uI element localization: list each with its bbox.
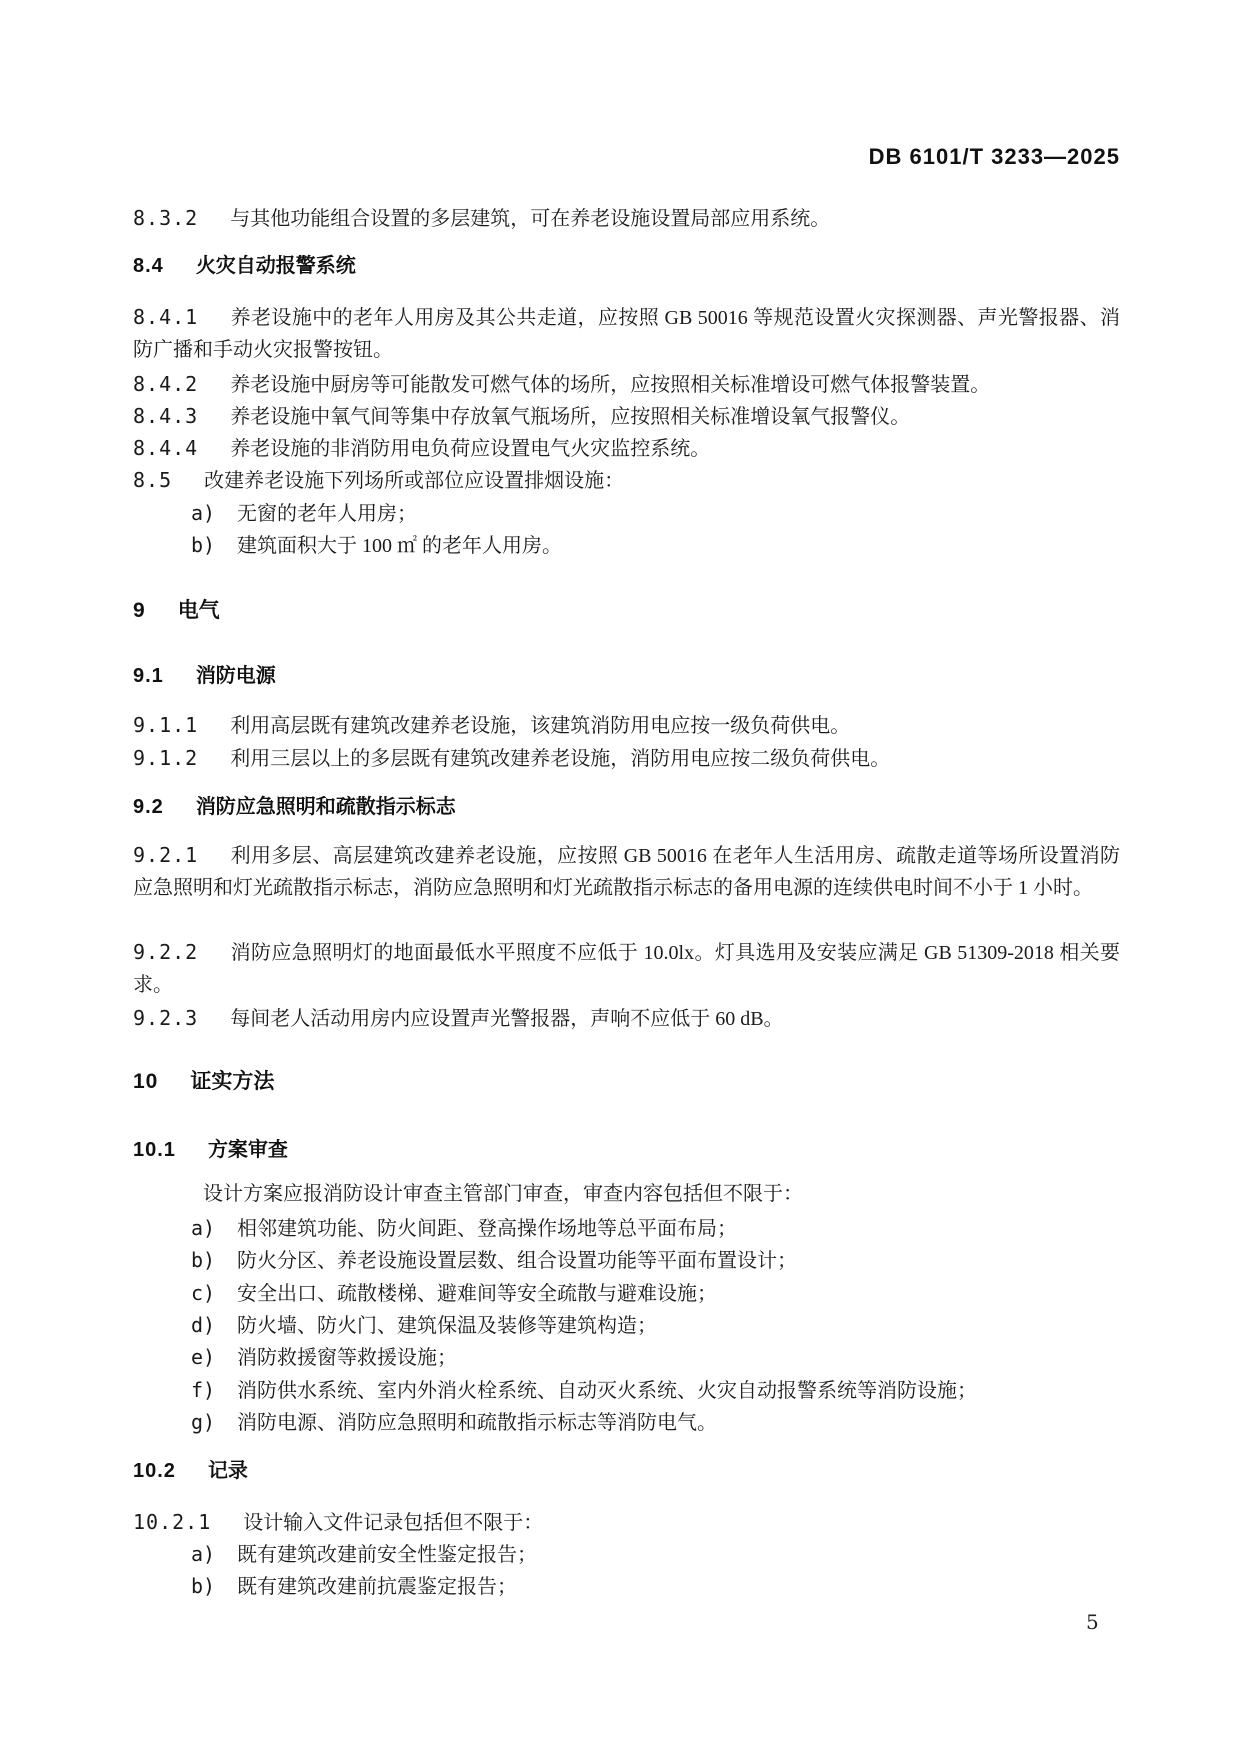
- clause-text: 消防应急照明灯的地面最低水平照度不应低于 10.0lx。灯具选用及安装应满足 GB 51309-2018 相关要求。: [133, 942, 1120, 996]
- list-marker: c): [191, 1281, 216, 1305]
- intro-paragraph: [133, 1178, 1120, 1210]
- chapter-number: 9: [133, 599, 146, 622]
- clause-text: 养老设施中的老年人用房及其公共走道，应按照 GB 50016 等规范设置火灾探测器、声光警报器、消防广播和手动火灾报警按钮。: [133, 307, 1120, 361]
- clause-10-2-1: [133, 1506, 1120, 1539]
- list-marker: d): [191, 1313, 216, 1337]
- list-item-b: [133, 1244, 1178, 1277]
- list-item-text: 既有建筑改建前抗震鉴定报告；: [237, 1576, 517, 1598]
- list-item-text: 防火分区、养老设施设置层数、组合设置功能等平面布置设计；: [237, 1250, 797, 1272]
- list-item-c: [133, 1277, 1178, 1310]
- list-marker: a): [191, 501, 216, 525]
- clause-text: 利用高层既有建筑改建养老设施，该建筑消防用电应按一级负荷供电。: [230, 715, 851, 737]
- clause-text: 养老设施的非消防用电负荷应设置电气火灾监控系统。: [230, 438, 711, 460]
- section-heading-10-1: [133, 1134, 1120, 1166]
- clause-8-5: [133, 464, 1120, 497]
- list-marker: e): [191, 1345, 216, 1369]
- list-item-e: [133, 1341, 1178, 1374]
- list-item-a: [133, 497, 1178, 530]
- section-heading-8-4: [133, 250, 1120, 282]
- clause-number: 9.2.1: [133, 843, 199, 867]
- list-item-text: 建筑面积大于 100 ㎡ 的老年人用房。: [237, 535, 562, 557]
- clause-text: 改建养老设施下列场所或部位应设置排烟设施：: [204, 470, 625, 492]
- list-item-a: [133, 1212, 1178, 1245]
- clause-text: 每间老人活动用房内应设置声光警报器，声响不应低于 60 dB。: [230, 1008, 784, 1030]
- section-number: 10.1: [133, 1139, 176, 1161]
- list-item-text: 无窗的老年人用房；: [237, 503, 417, 525]
- list-item-text: 相邻建筑功能、防火间距、登高操作场地等总平面布局；: [237, 1218, 737, 1240]
- list-item-text: 消防救援窗等救援设施；: [237, 1347, 457, 1369]
- list-item-g: [133, 1406, 1178, 1439]
- clause-number: 9.2.3: [133, 1006, 199, 1030]
- clause-number: 8.4.2: [133, 372, 199, 396]
- clause-9-2-1: [133, 839, 1120, 904]
- section-heading-9-1: [133, 660, 1120, 692]
- list-item-b: [133, 529, 1178, 562]
- clause-text: 设计输入文件记录包括但不限于：: [243, 1512, 544, 1534]
- list-item-text: 消防电源、消防应急照明和疏散指示标志等消防电气。: [237, 1412, 717, 1434]
- clause-number: 8.5: [133, 468, 173, 492]
- section-heading-10-2: [133, 1455, 1120, 1487]
- clause-number: 8.4.1: [133, 305, 199, 329]
- section-heading-9-2: [133, 791, 1120, 823]
- section-number: 9.2: [133, 796, 164, 818]
- clause-8-4-1: [133, 301, 1120, 366]
- clause-number: 8.4.4: [133, 436, 199, 460]
- list-item-a: [133, 1538, 1178, 1571]
- chapter-heading-10: [133, 1066, 1120, 1098]
- list-item-text: 消防供水系统、室内外消火栓系统、自动灭火系统、火灾自动报警系统等消防设施；: [237, 1380, 977, 1402]
- section-title: 方案审查: [207, 1139, 288, 1161]
- document-code-header: DB 6101/T 3233—2025: [868, 144, 1120, 169]
- list-item-text: 安全出口、疏散楼梯、避难间等安全疏散与避难设施；: [237, 1283, 717, 1305]
- chapter-title: 证实方法: [190, 1070, 275, 1093]
- section-number: 10.2: [133, 1460, 176, 1482]
- clause-number: 9.1.2: [133, 746, 199, 770]
- clause-8-4-4: [133, 432, 1120, 465]
- clause-8-4-3: [133, 400, 1120, 433]
- chapter-title: 电气: [177, 599, 220, 622]
- clause-number: 9.2.2: [133, 940, 199, 964]
- clause-text: 养老设施中厨房等可能散发可燃气体的场所，应按照相关标准增设可燃气体报警装置。: [230, 374, 991, 396]
- clause-text: 养老设施中氧气间等集中存放氧气瓶场所，应按照相关标准增设氧气报警仪。: [230, 406, 911, 428]
- clause-number: 8.4.3: [133, 404, 199, 428]
- list-item-text: 防火墙、防火门、建筑保温及装修等建筑构造；: [237, 1315, 657, 1337]
- page-number: 5: [1086, 1610, 1099, 1634]
- clause-text: 利用多层、高层建筑改建养老设施，应按照 GB 50016 在老年人生活用房、疏散走道等场所设置消防应急照明和灯光疏散指示标志，消防应急照明和灯光疏散指示标志的备用电源的连续供电时间不小于 1 小时。: [133, 845, 1120, 899]
- clause-number: 10.2.1: [133, 1510, 212, 1534]
- clause-8-4-2: [133, 368, 1120, 401]
- section-number: 9.1: [133, 665, 164, 687]
- list-marker: a): [191, 1216, 216, 1240]
- list-item-text: 既有建筑改建前安全性鉴定报告；: [237, 1544, 537, 1566]
- clause-text: 与其他功能组合设置的多层建筑，可在养老设施设置局部应用系统。: [230, 208, 831, 230]
- clause-9-2-2: [133, 936, 1120, 1001]
- clause-text: 利用三层以上的多层既有建筑改建养老设施，消防用电应按二级负荷供电。: [230, 748, 891, 770]
- list-marker: g): [191, 1410, 216, 1434]
- list-item-d: [133, 1309, 1178, 1342]
- clause-9-1-1: [133, 709, 1120, 742]
- section-title: 火灾自动报警系统: [195, 255, 356, 277]
- list-marker: a): [191, 1542, 216, 1566]
- paragraph-text: 设计方案应报消防设计审查主管部门审查，审查内容包括但不限于：: [203, 1183, 803, 1205]
- section-title: 消防电源: [195, 665, 276, 687]
- list-marker: b): [191, 1574, 216, 1598]
- section-title: 记录: [207, 1460, 248, 1482]
- chapter-number: 10: [133, 1070, 159, 1093]
- clause-number: 8.3.2: [133, 206, 199, 230]
- list-item-f: [133, 1374, 1178, 1407]
- clause-9-1-2: [133, 742, 1120, 775]
- clause-9-2-3: [133, 1002, 1120, 1035]
- section-number: 8.4: [133, 255, 164, 277]
- list-marker: b): [191, 533, 216, 557]
- clause-number: 9.1.1: [133, 713, 199, 737]
- section-title: 消防应急照明和疏散指示标志: [195, 796, 456, 818]
- clause-8-3-2: [133, 202, 1120, 235]
- list-marker: f): [191, 1378, 216, 1402]
- list-item-b: [133, 1570, 1178, 1603]
- list-marker: b): [191, 1248, 216, 1272]
- chapter-heading-9: [133, 595, 1120, 627]
